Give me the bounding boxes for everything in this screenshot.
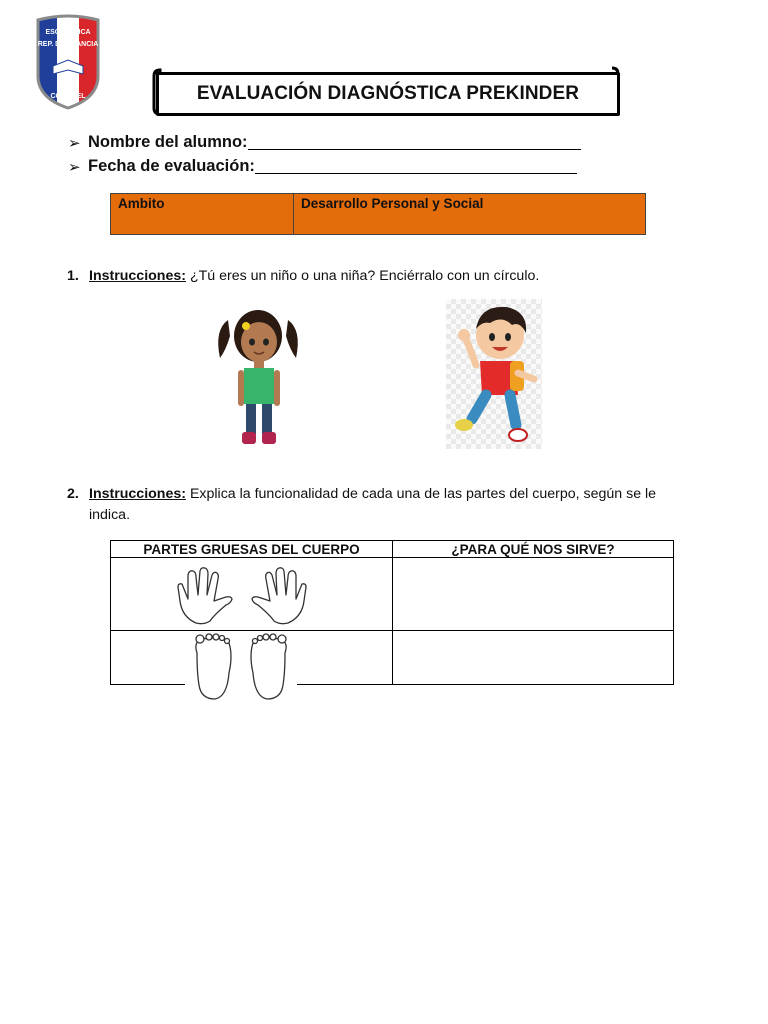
question-2 <box>67 484 707 526</box>
student-name-label: Nombre del alumno: <box>88 133 248 151</box>
logo-line-3: E 654 <box>58 83 78 90</box>
evaluation-date-field[interactable] <box>68 157 577 176</box>
page-title: EVALUACIÓN DIAGNÓSTICA PREKINDER <box>196 83 580 104</box>
girl-icon <box>212 300 304 450</box>
question-1-text: ¿Tú eres un niño o una niña? Enciérralo con un círculo. <box>189 268 540 284</box>
question-2-line-2: indica. <box>89 507 131 523</box>
ambito-label: Ambito <box>111 194 294 234</box>
evaluation-date-blank[interactable] <box>255 159 577 174</box>
question-1-number: 1. <box>67 268 79 284</box>
question-2-text: Explica la funcionalidad de cada una de las partes del cuerpo, según se le <box>189 486 657 502</box>
feet-answer-cell[interactable] <box>393 630 674 684</box>
question-2-number: 2. <box>67 486 79 502</box>
evaluation-date-label: Fecha de evaluación: <box>88 157 255 175</box>
column-header-purpose: ¿PARA QUÉ NOS SIRVE? <box>393 541 674 558</box>
logo-line-2: REP. DE FRANCIA <box>37 41 99 48</box>
feet-icon <box>185 633 297 703</box>
girl-illustration[interactable] <box>212 300 304 450</box>
feet-illustration <box>185 633 297 703</box>
boy-illustration[interactable] <box>446 299 542 449</box>
hands-answer-cell[interactable] <box>393 558 674 631</box>
ambito-value: Desarrollo Personal y Social <box>301 196 484 211</box>
title-frame <box>156 72 620 116</box>
school-logo <box>33 14 103 110</box>
student-name-field[interactable] <box>68 133 581 152</box>
ambito-table <box>110 193 646 235</box>
column-header-parts: PARTES GRUESAS DEL CUERPO <box>111 541 393 558</box>
shield-icon <box>33 14 103 110</box>
question-2-line-1 <box>67 484 707 505</box>
table-header-row <box>111 541 674 558</box>
student-name-blank[interactable] <box>248 135 581 150</box>
hands-icon <box>174 565 310 627</box>
question-1-label: Instrucciones: <box>89 268 186 284</box>
question-1 <box>67 266 539 287</box>
arrow-bullet-icon: ➢ <box>68 134 81 152</box>
question-2-label: Instrucciones: <box>89 486 186 502</box>
arrow-bullet-icon: ➢ <box>68 158 81 176</box>
logo-line-1: ESC. BASICA <box>45 29 91 36</box>
logo-line-4: CORONEL <box>50 93 86 100</box>
title-banner <box>150 66 620 118</box>
boy-icon <box>446 299 542 449</box>
hands-illustration <box>174 565 310 627</box>
